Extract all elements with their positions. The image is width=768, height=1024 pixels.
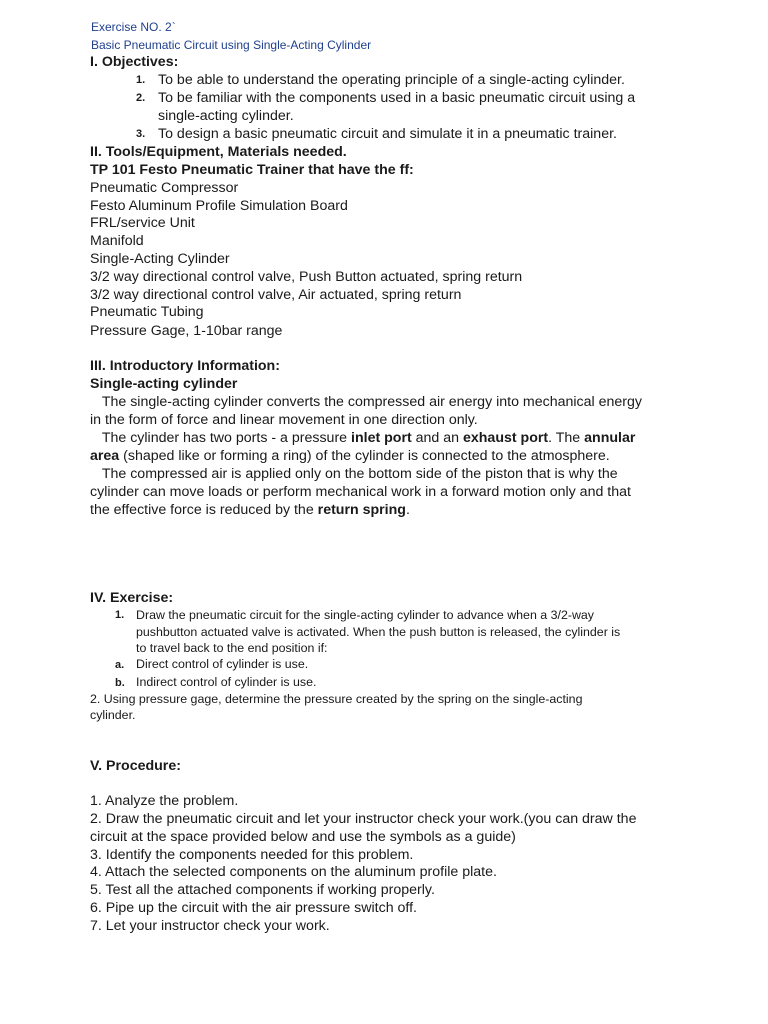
exercise-heading: IV. Exercise:	[90, 590, 174, 606]
objective-item: To be able to understand the operating principle of a single-acting cylinder.	[158, 72, 625, 88]
procedure-step: 5. Test all the attached components if working properly.	[90, 882, 435, 898]
intro-text: The single-acting cylinder converts the compressed air energy into mechanical energy	[101, 394, 643, 410]
tools-heading: II. Tools/Equipment, Materials needed.	[90, 144, 347, 160]
exercise-item-line: to travel back to the end position if:	[136, 641, 328, 655]
exercise-item-line: pushbutton actuated valve is activated. When the push button is released, the cylinder is	[136, 625, 621, 639]
exhaust-port-term: exhaust port	[462, 430, 549, 446]
annular-term: annular	[584, 430, 636, 446]
exercise-sub-item: Direct control of cylinder is use.	[136, 657, 309, 671]
procedure-step: 1. Analyze the problem.	[90, 793, 239, 809]
objective-number: 3.	[136, 128, 146, 140]
intro-paragraph-line: in the form of force and linear movement in one direction only.	[90, 412, 478, 428]
inlet-port-term: inlet port	[351, 430, 412, 446]
intro-paragraph-line	[90, 465, 618, 483]
procedure-heading: V. Procedure:	[90, 758, 181, 774]
intro-paragraph-line: cylinder can move loads or perform mechanical work in a forward motion only and that	[90, 484, 631, 500]
intro-text: The cylinder has two ports - a pressure	[101, 430, 352, 446]
intro-paragraph-line	[90, 393, 642, 411]
exercise-sub-item: Indirect control of cylinder is use.	[136, 675, 317, 689]
intro-text: and an	[411, 430, 463, 446]
tool-item: Manifold	[90, 233, 144, 249]
exercise-item-line: Draw the pneumatic circuit for the single-acting cylinder to advance when a 3/2-way	[136, 608, 594, 622]
procedure-step: 6. Pipe up the circuit with the air pressure switch off.	[90, 900, 417, 916]
tool-item: Pneumatic Tubing	[90, 304, 204, 320]
objectives-heading: I. Objectives:	[90, 54, 179, 70]
procedure-step: 2. Draw the pneumatic circuit and let your instructor check your work.(you can draw the	[90, 811, 637, 827]
intro-text: the effective force is reduced by the	[90, 502, 318, 518]
exercise-item-2-line: 2. Using pressure gage, determine the pressure created by the spring on the single-acting	[90, 692, 583, 706]
objective-item: To design a basic pneumatic circuit and simulate it in a pneumatic trainer.	[158, 126, 617, 142]
tool-item: 3/2 way directional control valve, Air actuated, spring return	[90, 287, 462, 303]
objective-item-continued: single-acting cylinder.	[158, 108, 294, 124]
tool-item: Pneumatic Compressor	[90, 180, 239, 196]
exercise-subtitle: Basic Pneumatic Circuit using Single-Acting Cylinder	[91, 38, 372, 52]
objective-number: 2.	[136, 92, 146, 104]
intro-paragraph-line	[90, 447, 610, 465]
intro-heading: III. Introductory Information:	[90, 358, 280, 374]
tool-item: Festo Aluminum Profile Simulation Board	[90, 198, 348, 214]
intro-text: (shaped like or forming a ring) of the cylinder is connected to the atmosphere.	[119, 448, 610, 464]
intro-text: . The	[548, 430, 585, 446]
exercise-sub-marker: b.	[115, 677, 125, 689]
exercise-item-2-line: cylinder.	[90, 708, 136, 722]
exercise-number: Exercise NO. 2`	[91, 20, 176, 34]
exercise-sub-marker: a.	[115, 659, 125, 671]
tool-item: 3/2 way directional control valve, Push Button actuated, spring return	[90, 269, 523, 285]
procedure-step: 4. Attach the selected components on the aluminum profile plate.	[90, 864, 497, 880]
tool-item: FRL/service Unit	[90, 215, 195, 231]
tool-item: Pressure Gage, 1-10bar range	[90, 323, 283, 339]
tools-subheading: TP 101 Festo Pneumatic Trainer that have the ff:	[90, 162, 414, 178]
procedure-step-continued: circuit at the space provided below and use the symbols as a guide)	[90, 829, 516, 845]
intro-text: .	[405, 502, 410, 518]
intro-subheading: Single-acting cylinder	[90, 376, 238, 392]
objective-item: To be familiar with the components used in a basic pneumatic circuit using a	[158, 90, 636, 106]
exercise-number-marker: 1.	[115, 609, 125, 621]
intro-paragraph-line	[90, 429, 635, 447]
tool-item: Single-Acting Cylinder	[90, 251, 230, 267]
intro-paragraph-line	[90, 501, 410, 519]
intro-text: The compressed air is applied only on the bottom side of the piston that is why the	[101, 466, 618, 482]
area-term: area	[90, 448, 120, 464]
return-spring-term: return spring	[317, 502, 406, 518]
procedure-step: 7. Let your instructor check your work.	[90, 918, 330, 934]
procedure-step: 3. Identify the components needed for this problem.	[90, 847, 414, 863]
objective-number: 1.	[136, 74, 146, 86]
